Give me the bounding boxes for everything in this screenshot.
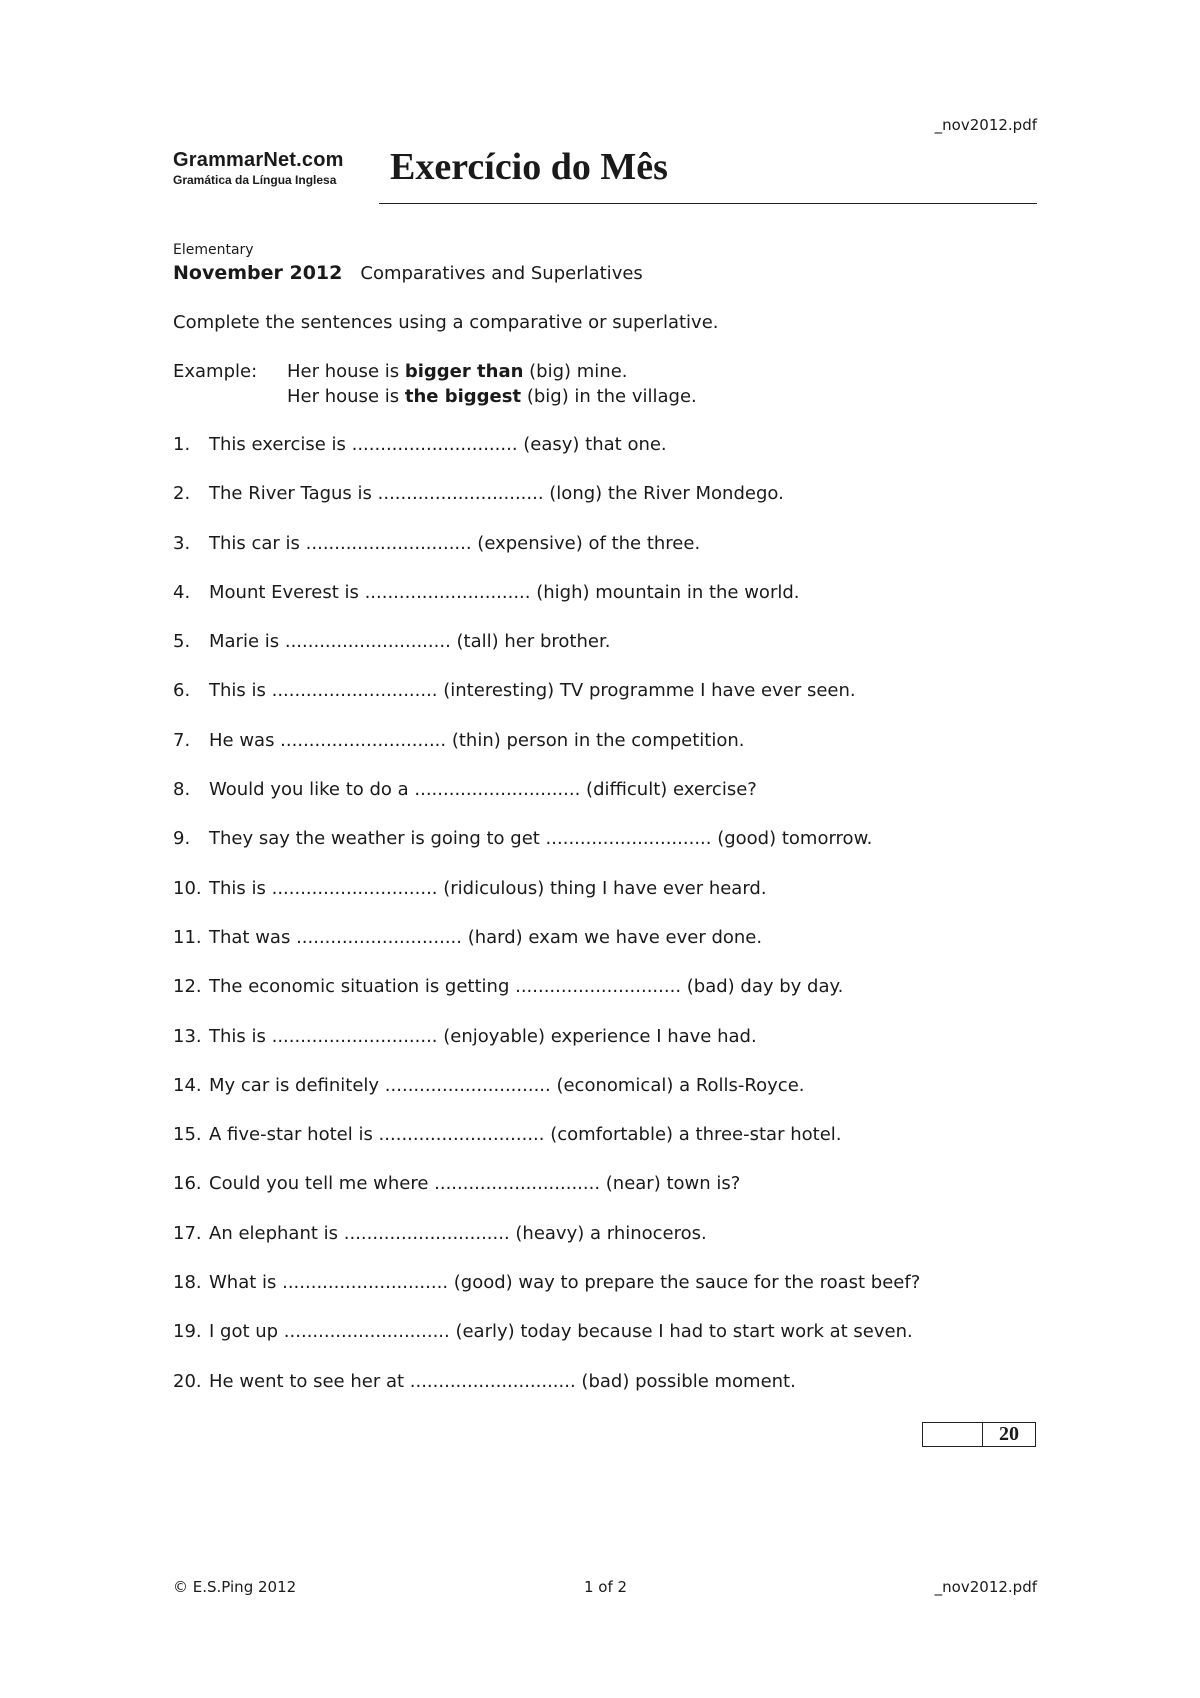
- question-item: [173, 730, 920, 779]
- topic-label: Comparatives and Superlatives: [360, 263, 643, 284]
- question-text: An elephant is ............................. (heavy) a rhinoceros.: [209, 1222, 707, 1244]
- question-item: [173, 927, 920, 976]
- footer-page-number: 1 of 2: [584, 1578, 628, 1596]
- brand-subtitle: Gramática da Língua Inglesa: [173, 173, 337, 187]
- question-text: The economic situation is getting ............................. (bad) day by day.: [209, 976, 844, 998]
- example-block: [173, 361, 697, 411]
- question-text: Would you like to do a ............................. (difficult) exercise?: [209, 779, 757, 801]
- question-item: [173, 1124, 920, 1173]
- question-list: [173, 434, 920, 1420]
- footer-filename: _nov2012.pdf: [934, 1578, 1037, 1596]
- question-text: This is ............................. (ridiculous) thing I have ever heard.: [209, 877, 767, 899]
- question-item: [173, 1371, 920, 1420]
- question-item: [173, 1075, 920, 1124]
- question-number: 17.: [173, 1222, 202, 1244]
- question-item: [173, 1173, 920, 1222]
- brand-logo: [173, 149, 344, 187]
- question-text: This is ............................. (enjoyable) experience I have had.: [209, 1025, 757, 1047]
- footer-copyright: © E.S.Ping 2012: [173, 1578, 297, 1596]
- question-item: [173, 976, 920, 1025]
- question-number: 11.: [173, 926, 202, 948]
- question-number: 12.: [173, 976, 202, 998]
- question-item: [173, 631, 920, 680]
- question-text: They say the weather is going to get ............................. (good) tomorrow.: [209, 828, 873, 850]
- question-number: 8.: [173, 779, 191, 801]
- question-text: Marie is ............................. (tall) her brother.: [209, 631, 611, 653]
- question-item: [173, 483, 920, 532]
- question-text: This exercise is ............................. (easy) that one.: [209, 434, 667, 455]
- example-line2-answer: the biggest: [404, 386, 522, 407]
- score-blank-field[interactable]: [923, 1423, 983, 1446]
- worksheet-heading: [173, 262, 643, 284]
- question-text: Could you tell me where ............................. (near) town is?: [209, 1173, 741, 1195]
- question-text: This car is ............................. (expensive) of the three.: [209, 532, 701, 554]
- level-label: Elementary: [173, 242, 254, 258]
- question-number: 4.: [173, 581, 191, 603]
- question-text: The River Tagus is ............................. (long) the River Mondego.: [209, 483, 784, 505]
- question-number: 1.: [173, 434, 191, 455]
- question-number: 10.: [173, 877, 202, 899]
- question-number: 3.: [173, 532, 191, 554]
- question-item: [173, 1321, 920, 1370]
- example-line1-answer: bigger than: [404, 361, 524, 382]
- question-number: 14.: [173, 1074, 202, 1096]
- question-text: What is ............................. (good) way to prepare the sauce for the roast beef?: [209, 1272, 921, 1294]
- question-text: Mount Everest is ............................. (high) mountain in the world.: [209, 581, 800, 603]
- example-line1-post: (big) mine.: [523, 361, 628, 382]
- page-title: Exercício do Mês: [390, 146, 668, 188]
- question-item: [173, 828, 920, 877]
- instruction-text: Complete the sentences using a comparative or superlative.: [173, 312, 719, 333]
- question-text: This is ............................. (interesting) TV programme I have ever seen.: [209, 680, 856, 702]
- question-number: 16.: [173, 1173, 202, 1195]
- header-filename: _nov2012.pdf: [934, 116, 1037, 134]
- score-box: [922, 1422, 1036, 1447]
- example-line2-post: (big) in the village.: [521, 386, 697, 407]
- question-item: [173, 533, 920, 582]
- question-item: [173, 434, 920, 483]
- question-number: 13.: [173, 1025, 202, 1047]
- question-text: He was ............................. (thin) person in the competition.: [209, 729, 745, 751]
- example-line2-pre: Her house is: [287, 386, 405, 407]
- question-item: [173, 1026, 920, 1075]
- example-label: Example:: [173, 361, 258, 382]
- question-number: 9.: [173, 828, 191, 850]
- question-item: [173, 680, 920, 729]
- question-text: I got up ............................. (early) today because I had to start work at seven.: [209, 1321, 913, 1343]
- question-item: [173, 779, 920, 828]
- question-number: 2.: [173, 483, 191, 505]
- title-divider: [379, 203, 1037, 204]
- question-number: 19.: [173, 1321, 202, 1343]
- question-number: 6.: [173, 680, 191, 702]
- question-number: 20.: [173, 1370, 202, 1392]
- question-item: [173, 1223, 920, 1272]
- question-number: 7.: [173, 729, 191, 751]
- question-text: A five-star hotel is ............................. (comfortable) a three-star hotel.: [209, 1124, 842, 1146]
- question-number: 18.: [173, 1272, 202, 1294]
- question-text: He went to see her at ............................. (bad) possible moment.: [209, 1370, 796, 1392]
- score-total: 20: [999, 1423, 1019, 1445]
- question-item: [173, 878, 920, 927]
- question-item: [173, 582, 920, 631]
- question-text: That was ............................. (hard) exam we have ever done.: [209, 926, 763, 948]
- question-text: My car is definitely ............................. (economical) a Rolls-Royce.: [209, 1074, 805, 1096]
- question-item: [173, 1272, 920, 1321]
- example-line1-pre: Her house is: [287, 361, 405, 382]
- question-number: 5.: [173, 631, 191, 653]
- month-label: November 2012: [173, 262, 343, 284]
- question-number: 15.: [173, 1124, 202, 1146]
- brand-name: GrammarNet.com: [173, 149, 344, 171]
